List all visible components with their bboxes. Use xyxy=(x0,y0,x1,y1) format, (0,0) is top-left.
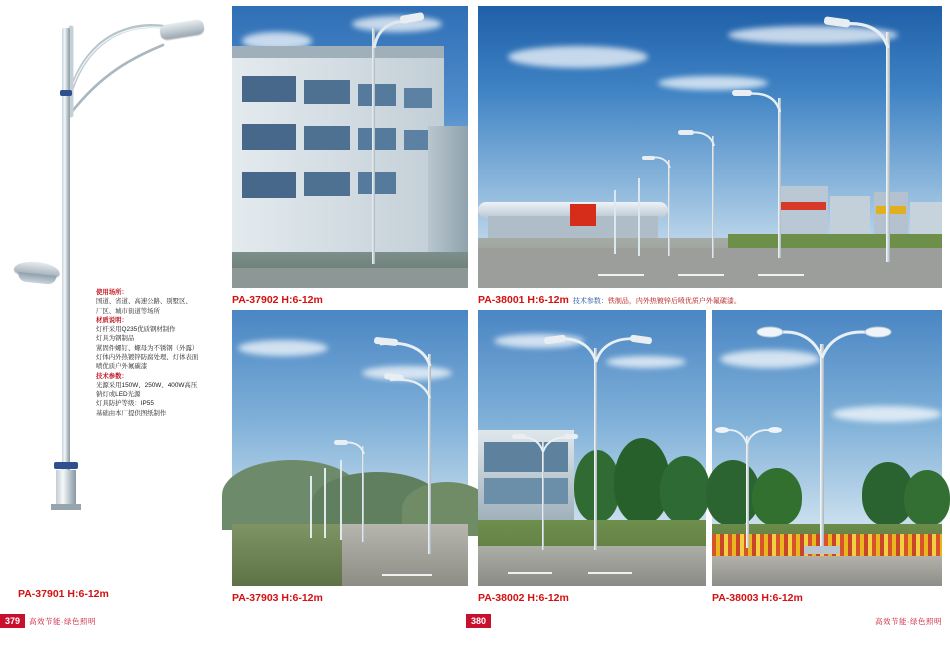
street-lamp-pole xyxy=(668,160,670,256)
decorative-lamp-arms xyxy=(714,422,784,450)
photo-pa-38001 xyxy=(478,6,942,306)
building-roof-edge xyxy=(232,46,444,58)
cloud xyxy=(238,340,328,356)
spec-tech-line-4: 基础由本厂提供图纸制作 xyxy=(96,409,167,417)
spec-tech-line-3: 灯具防护等级：IP55 xyxy=(96,400,154,408)
tree xyxy=(660,456,710,524)
street-lamp-pole xyxy=(324,468,326,538)
lamp-base xyxy=(804,546,840,554)
photo-pa-38003 xyxy=(712,310,942,604)
spec-tech-line-2: 钠灯或LED光源 xyxy=(96,391,141,399)
street-lamp-pole xyxy=(428,354,431,554)
spec-material-heading: 材质说明： xyxy=(96,316,128,324)
lane-marking xyxy=(588,572,632,574)
distant-building xyxy=(874,192,908,238)
photo-pa-37903 xyxy=(232,310,468,604)
lane-marking xyxy=(758,274,804,276)
distant-building xyxy=(778,186,828,238)
tech-note-label: 技术参数： xyxy=(572,298,608,305)
luminaire xyxy=(678,130,694,135)
pole-foot-plate xyxy=(51,504,81,510)
lane-marking xyxy=(598,274,644,276)
caption-pa-37901: PA-37901 H:6-12m xyxy=(18,588,109,600)
caption-pa-37902: PA-37902 H:6-12m xyxy=(232,294,323,306)
spec-material-line-2: 灯具为钢制品 xyxy=(96,335,135,343)
window xyxy=(242,124,296,150)
window xyxy=(304,80,350,104)
footer-left xyxy=(0,614,96,628)
tech-note-text: 铁制品，内外热镀锌后喷优质户外氟碳漆。 xyxy=(607,298,741,305)
caption-pa-38001-text: PA-38001 H:6-12m xyxy=(478,294,569,306)
toll-sign xyxy=(570,204,596,226)
street-lamp-pole xyxy=(886,32,890,262)
photo-pa-37902 xyxy=(232,6,468,306)
spec-material-line-3: 紧固件螺钉、螺母为不锈钢（外露） xyxy=(96,344,199,352)
window xyxy=(404,88,432,108)
spec-material-line-4: 灯体内外热镀锌防腐处理、灯体表面 xyxy=(96,353,199,361)
specification-text xyxy=(96,288,218,418)
caption-pa-38001 xyxy=(478,294,741,306)
decorative-lamp-arms xyxy=(756,318,896,368)
luminaire xyxy=(564,434,578,439)
billboard xyxy=(780,202,826,210)
spec-material-line-5: 喷优质户外氟碳漆 xyxy=(96,363,148,371)
window xyxy=(358,128,396,150)
footer-label-right: 高效节能·绿色照明 xyxy=(875,616,942,626)
window xyxy=(242,76,296,102)
street-lamp-pole xyxy=(614,190,616,254)
spec-tech-line-1: 光源采用150W、250W、400W高压 xyxy=(96,381,198,389)
caption-pa-37903: PA-37903 H:6-12m xyxy=(232,592,323,604)
street-lamp-pole xyxy=(712,136,714,258)
window xyxy=(304,172,350,196)
lamp-pole xyxy=(62,28,70,498)
glass-facade xyxy=(484,478,568,504)
road xyxy=(342,524,468,586)
decorative-lamp-pole xyxy=(746,436,749,548)
street-lamp-pole xyxy=(778,98,781,258)
decorative-lamp-pole xyxy=(820,344,824,552)
pole-base xyxy=(56,470,76,508)
window xyxy=(242,172,296,198)
caption-pa-38003: PA-38003 H:6-12m xyxy=(712,592,803,604)
lane-marking xyxy=(382,574,432,576)
distant-building xyxy=(910,202,942,238)
highway xyxy=(478,248,942,288)
street-lamp-pole xyxy=(594,348,597,550)
lane-marking xyxy=(508,572,552,574)
window xyxy=(358,84,396,106)
tree xyxy=(752,468,802,526)
luminaire xyxy=(334,440,348,445)
lane-marking xyxy=(678,274,724,276)
street-lamp-pole xyxy=(542,442,544,550)
spec-usage-line-1: 国道、省道、高速公路、别墅区、 xyxy=(96,298,192,306)
street-lamp-pole xyxy=(638,178,640,256)
billboard xyxy=(876,206,906,214)
pole-collar-upper xyxy=(60,90,72,96)
photo-pa-38002 xyxy=(478,310,706,604)
road xyxy=(478,546,706,586)
cloud xyxy=(508,46,648,68)
tech-note-pa-38001 xyxy=(573,298,741,305)
street-lamp-pole xyxy=(340,460,342,540)
spec-usage-heading: 使用场所： xyxy=(96,289,128,296)
left-product-illustration xyxy=(0,0,228,610)
window xyxy=(304,126,350,150)
footer-far-right xyxy=(871,614,942,628)
luminaire xyxy=(512,434,526,439)
caption-pa-38002: PA-38002 H:6-12m xyxy=(478,592,569,604)
road xyxy=(232,268,468,288)
median-greenery xyxy=(728,234,942,248)
cloud xyxy=(832,406,942,422)
side-building xyxy=(428,126,468,256)
pole-collar-base xyxy=(54,462,78,469)
street-lamp-pole xyxy=(362,446,364,542)
distant-building xyxy=(830,196,870,238)
footer-right xyxy=(466,614,491,628)
walkway xyxy=(712,556,942,586)
page-number-left: 379 xyxy=(0,614,25,628)
spec-tech-heading: 技术参数： xyxy=(96,372,128,380)
spec-material-line-1: 灯杆采用Q235优质钢材制作 xyxy=(96,326,176,334)
footer-label-left: 高效节能·绿色照明 xyxy=(29,616,97,626)
spec-usage-line-2: 厂区、城市街道等场所 xyxy=(96,307,160,315)
street-lamp-pole xyxy=(372,28,375,264)
page-number-right: 380 xyxy=(466,614,491,628)
luminaire xyxy=(732,90,752,96)
luminaire xyxy=(642,156,655,160)
tree xyxy=(904,470,950,526)
street-lamp-pole xyxy=(310,476,312,538)
window xyxy=(358,172,396,194)
